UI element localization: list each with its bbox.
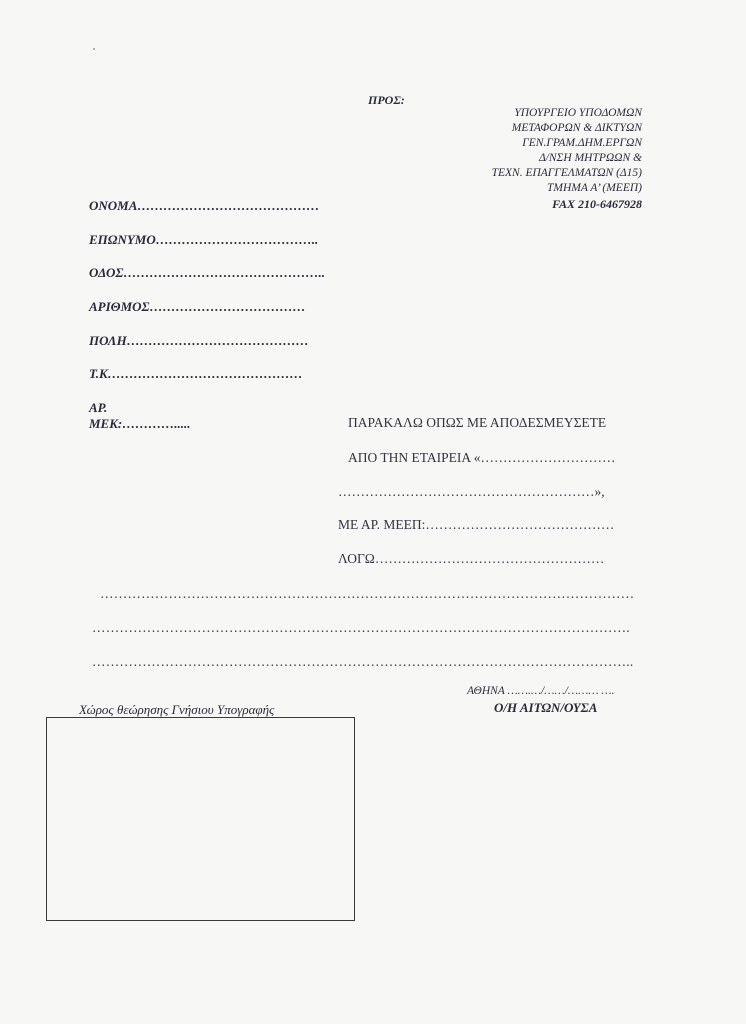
reason-continuation-line[interactable]: ………………………………………………………………………………………………………. (92, 620, 630, 635)
recipient-line: ΤΜΗΜΑ Α’ (ΜΕΕΠ) (547, 182, 642, 194)
postal-code-field[interactable]: Τ.Κ……………………………………… (89, 366, 303, 381)
mek-number-field[interactable]: ΑΡ. ΜΕΚ:…………..... (89, 400, 191, 431)
reason-field[interactable]: ΛΟΓΩ…………………………………………… (338, 551, 605, 566)
street-number-field[interactable]: ΑΡΙΘΜΟΣ……………………………… (89, 299, 306, 314)
request-line: ΠΑΡΑΚΑΛΩ ΟΠΩΣ ΜΕ ΑΠΟΔΕΣΜΕΥΣΕΤΕ (348, 415, 607, 430)
scan-speck (93, 48, 95, 50)
name-field[interactable]: ΟΝΟΜΑ…………………………………… (89, 198, 320, 213)
recipient-block (492, 106, 642, 212)
date-field[interactable]: ΑΘΗΝΑ …….…/……/……… …. (467, 685, 615, 697)
recipient-line: ΜΕΤΑΦΟΡΩΝ & ΔΙΚΤΥΩΝ (511, 122, 642, 134)
applicant-label: Ο/Η ΑΙΤΩΝ/ΟΥΣΑ (494, 700, 598, 715)
fax-number: FAX 210-6467928 (552, 197, 642, 211)
recipient-line: Δ/ΝΣΗ ΜΗΤΡΩΩΝ & (538, 152, 642, 164)
signature-verification-label: Χώρος θεώρησης Γνήσιου Υπογραφής (79, 702, 275, 717)
city-field[interactable]: ΠΟΛΗ…………………………………… (89, 333, 309, 348)
company-continuation-field[interactable]: …………………………………………………», (338, 484, 605, 499)
surname-field[interactable]: ΕΠΩΝΥΜΟ……………………………….. (89, 232, 319, 247)
to-label: ΠΡΟΣ: (368, 93, 405, 107)
meep-number-field[interactable]: ΜΕ ΑΡ. ΜΕΕΠ:…………………………………… (338, 517, 615, 532)
recipient-line: ΥΠΟΥΡΓΕΙΟ ΥΠΟΔΟΜΩΝ (514, 107, 642, 119)
recipient-line: ΓΕΝ.ΓΡΑΜ.ΔΗΜ.ΕΡΓΩΝ (522, 137, 642, 149)
signature-verification-box[interactable] (46, 717, 355, 921)
street-field[interactable]: ΟΔΟΣ……………………………………….. (89, 265, 325, 280)
company-field[interactable]: ΑΠΟ ΤΗΝ ΕΤΑΙΡΕΙΑ «………………………… (348, 450, 616, 465)
recipient-line: ΤΕΧΝ. ΕΠΑΓΓΕΛΜΑΤΩΝ (Δ15) (491, 167, 642, 179)
reason-continuation-line[interactable]: ……………………………………………………………………………………………………….. (92, 654, 634, 669)
reason-continuation-line[interactable]: ……………………………………………………………………………………………………… (100, 586, 635, 601)
